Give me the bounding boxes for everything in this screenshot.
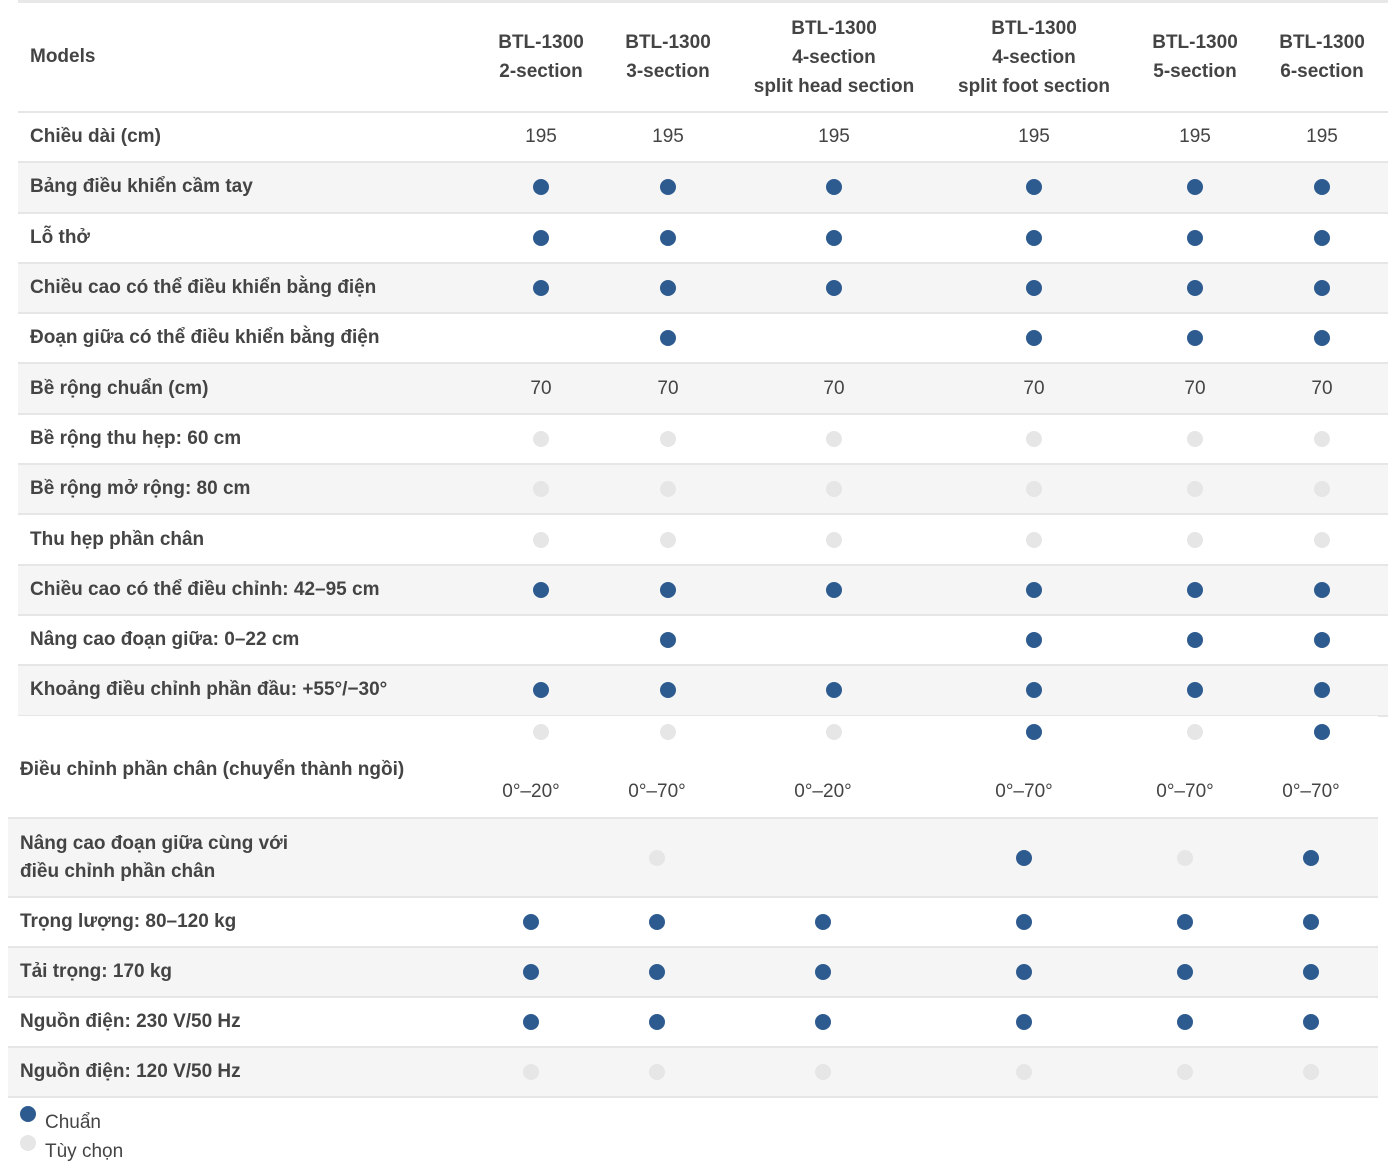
- row-label: [20, 998, 241, 1046]
- header-row: [18, 3, 1388, 113]
- model-header-line: 4-section: [792, 46, 876, 68]
- table-cell: [1016, 819, 1032, 896]
- row-label: Chiều cao có thể điều khiển bằng điện: [30, 277, 377, 299]
- model-header-line: 3-section: [626, 61, 710, 82]
- table-cell: [1314, 566, 1330, 614]
- table-cell: [815, 898, 831, 946]
- standard-dot-icon: [826, 179, 842, 195]
- row-label: [20, 819, 288, 896]
- table-cell: [815, 998, 831, 1046]
- table-cell: [1177, 1048, 1193, 1096]
- optional-dot-icon: [1187, 481, 1203, 497]
- optional-dot-icon: [1314, 532, 1330, 548]
- table-cell: [649, 819, 665, 896]
- standard-dot-icon: [649, 1014, 665, 1030]
- standard-dot-icon: [649, 964, 665, 980]
- table-cell: [649, 898, 665, 946]
- table-cell: [1311, 364, 1332, 412]
- cell-value: 70: [1184, 377, 1206, 399]
- optional-dot-icon: [660, 532, 676, 548]
- row-label-line: điều chỉnh phần chân: [20, 860, 216, 882]
- spec-table-lower: [8, 819, 1378, 1098]
- optional-dot-icon: [1314, 481, 1330, 497]
- row-label: Điều chỉnh phần chân (chuyển thành ngồi): [20, 759, 405, 780]
- standard-dot-icon: [523, 1014, 539, 1030]
- model-column-header: [754, 3, 914, 111]
- standard-dot-icon: [1187, 179, 1203, 195]
- cell-value: 195: [818, 126, 850, 148]
- table-cell: [815, 1048, 831, 1096]
- table-cell: [1016, 1048, 1032, 1096]
- cell-value: 195: [1306, 126, 1338, 148]
- standard-dot-icon: [533, 682, 549, 698]
- row-label-line: Nguồn điện: 230 V/50 Hz: [20, 1011, 241, 1032]
- table-cell: [1177, 819, 1193, 896]
- model-column-header: [625, 3, 711, 111]
- table-cell: [826, 264, 842, 312]
- table-cell: [1026, 666, 1042, 714]
- optional-dot-icon: [1177, 1064, 1193, 1080]
- table-cell: [1187, 415, 1203, 463]
- model-header-line: BTL-1300: [1152, 32, 1238, 53]
- table-cell: [523, 1048, 539, 1096]
- table-cell: [1184, 364, 1205, 412]
- standard-dot-icon: [1303, 914, 1319, 930]
- table-cell: [1314, 264, 1330, 312]
- standard-dot-icon: [660, 632, 676, 648]
- table-cell: [660, 566, 676, 614]
- model-header-line: split head section: [753, 75, 915, 97]
- optional-dot-icon: [20, 1135, 36, 1151]
- optional-dot-icon: [533, 724, 549, 740]
- cell-value: 195: [652, 126, 684, 148]
- table-cell: [1177, 898, 1193, 946]
- model-header-line: split foot section: [958, 75, 1110, 97]
- row-label: Bề rộng thu hẹp: 60 cm: [30, 427, 242, 449]
- model-header-line: BTL-1300: [791, 17, 877, 39]
- standard-dot-icon: [660, 230, 676, 246]
- row-label-line: Nâng cao đoạn giữa cùng với: [20, 832, 288, 854]
- foot-adjustment-row: [8, 716, 1378, 819]
- table-cell: [1306, 113, 1338, 161]
- foot-range-value: 0°–20°: [502, 781, 560, 802]
- table-cell: [533, 666, 549, 714]
- table-row: [18, 264, 1388, 314]
- model-column-header: [498, 3, 584, 111]
- table-cell: [826, 515, 842, 563]
- table-row: [18, 214, 1388, 264]
- table-row: [18, 314, 1388, 364]
- standard-dot-icon: [649, 914, 665, 930]
- standard-dot-icon: [660, 280, 676, 296]
- row-label: Đoạn giữa có thể điều khiển bằng điện: [30, 327, 380, 349]
- standard-dot-icon: [815, 914, 831, 930]
- standard-dot-icon: [1314, 582, 1330, 598]
- table-row: [8, 948, 1378, 998]
- foot-dot-cell: [1314, 724, 1330, 740]
- row-label: Lỗ thở: [30, 226, 90, 248]
- table-cell: [818, 113, 850, 161]
- standard-dot-icon: [1314, 330, 1330, 346]
- table-cell: [1314, 616, 1330, 664]
- table-cell: [1016, 998, 1032, 1046]
- cell-value: 70: [1023, 377, 1045, 399]
- table-cell: [826, 163, 842, 211]
- table-cell: [657, 364, 678, 412]
- table-cell: [530, 364, 551, 412]
- model-column-header: [1279, 3, 1365, 111]
- model-header-line: BTL-1300: [991, 17, 1077, 39]
- table-cell: [1026, 616, 1042, 664]
- table-cell: [523, 998, 539, 1046]
- table-cell: [1177, 948, 1193, 996]
- table-cell: [649, 998, 665, 1046]
- optional-dot-icon: [1026, 481, 1042, 497]
- table-cell: [1303, 998, 1319, 1046]
- standard-dot-icon: [1026, 682, 1042, 698]
- standard-dot-icon: [1026, 582, 1042, 598]
- table-row: [8, 998, 1378, 1048]
- standard-dot-icon: [1026, 280, 1042, 296]
- table-cell: [1026, 264, 1042, 312]
- table-cell: [1314, 515, 1330, 563]
- standard-dot-icon: [533, 280, 549, 296]
- table-cell: [1187, 666, 1203, 714]
- standard-dot-icon: [1314, 230, 1330, 246]
- standard-dot-icon: [1026, 724, 1042, 740]
- table-cell: [1026, 465, 1042, 513]
- standard-dot-icon: [1303, 850, 1319, 866]
- table-cell: [1314, 666, 1330, 714]
- optional-dot-icon: [660, 431, 676, 447]
- foot-range-value: 0°–70°: [628, 781, 686, 802]
- table-cell: [1187, 616, 1203, 664]
- standard-dot-icon: [1314, 724, 1330, 740]
- foot-range-value: 0°–70°: [1282, 781, 1340, 802]
- cell-value: 195: [1018, 126, 1050, 148]
- standard-dot-icon: [533, 230, 549, 246]
- table-row: [18, 616, 1388, 666]
- model-header-line: BTL-1300: [625, 32, 711, 53]
- standard-dot-icon: [523, 964, 539, 980]
- row-label: Bề rộng mở rộng: 80 cm: [30, 478, 251, 500]
- standard-dot-icon: [1026, 330, 1042, 346]
- optional-dot-icon: [1303, 1064, 1319, 1080]
- table-row: [8, 898, 1378, 948]
- foot-dot-cell: [1187, 724, 1203, 740]
- table-cell: [660, 264, 676, 312]
- standard-dot-icon: [660, 682, 676, 698]
- table-cell: [660, 666, 676, 714]
- legend-label: Chuẩn: [45, 1112, 101, 1133]
- table-cell: [649, 1048, 665, 1096]
- standard-dot-icon: [1016, 850, 1032, 866]
- standard-dot-icon: [1177, 914, 1193, 930]
- foot-dot-cell: [533, 724, 549, 740]
- table-cell: [1187, 264, 1203, 312]
- standard-dot-icon: [1314, 179, 1330, 195]
- optional-dot-icon: [533, 532, 549, 548]
- table-cell: [652, 113, 684, 161]
- table-cell: [1026, 314, 1042, 362]
- standard-dot-icon: [660, 330, 676, 346]
- optional-dot-icon: [1177, 850, 1193, 866]
- table-cell: [523, 948, 539, 996]
- table-cell: [660, 314, 676, 362]
- table-cell: [523, 898, 539, 946]
- model-header-line: BTL-1300: [1279, 32, 1365, 53]
- table-cell: [1179, 113, 1211, 161]
- table-cell: [533, 264, 549, 312]
- standard-dot-icon: [1303, 1014, 1319, 1030]
- foot-range-value: 0°–70°: [1156, 781, 1214, 802]
- standard-dot-icon: [1187, 330, 1203, 346]
- row-label: Bề rộng chuẩn (cm): [30, 377, 209, 399]
- standard-dot-icon: [826, 230, 842, 246]
- model-header-line: 4-section: [992, 46, 1076, 68]
- table-cell: [1303, 819, 1319, 896]
- table-row: [8, 1048, 1378, 1098]
- optional-dot-icon: [1026, 431, 1042, 447]
- table-cell: [826, 415, 842, 463]
- standard-dot-icon: [815, 1014, 831, 1030]
- table-cell: [660, 515, 676, 563]
- table-cell: [649, 948, 665, 996]
- table-row: [18, 515, 1388, 565]
- cell-value: 70: [823, 377, 845, 399]
- model-header-line: 5-section: [1153, 61, 1237, 82]
- optional-dot-icon: [826, 724, 842, 740]
- model-header-line: 6-section: [1280, 61, 1364, 82]
- standard-dot-icon: [660, 179, 676, 195]
- standard-dot-icon: [523, 914, 539, 930]
- standard-dot-icon: [660, 582, 676, 598]
- table-cell: [1303, 898, 1319, 946]
- table-cell: [1187, 566, 1203, 614]
- optional-dot-icon: [533, 481, 549, 497]
- standard-dot-icon: [826, 280, 842, 296]
- table-cell: [1026, 566, 1042, 614]
- table-cell: [1314, 465, 1330, 513]
- model-column-header: [1152, 3, 1238, 111]
- foot-dot-cell: [660, 724, 676, 740]
- model-column-header: [958, 3, 1110, 111]
- table-cell: [525, 113, 557, 161]
- optional-dot-icon: [1314, 431, 1330, 447]
- standard-dot-icon: [826, 582, 842, 598]
- table-cell: [660, 616, 676, 664]
- table-cell: [533, 214, 549, 262]
- table-cell: [823, 364, 844, 412]
- standard-dot-icon: [1314, 682, 1330, 698]
- cell-value: 195: [525, 126, 557, 148]
- table-cell: [533, 465, 549, 513]
- table-row: [18, 364, 1388, 414]
- row-label-line: Nguồn điện: 120 V/50 Hz: [20, 1061, 241, 1082]
- table-row: [18, 465, 1388, 515]
- table-cell: [660, 465, 676, 513]
- standard-dot-icon: [1177, 1014, 1193, 1030]
- standard-dot-icon: [1016, 914, 1032, 930]
- table-cell: [826, 214, 842, 262]
- table-cell: [1026, 415, 1042, 463]
- row-label: [20, 1048, 241, 1096]
- table-cell: [815, 948, 831, 996]
- foot-range-value: 0°–20°: [794, 781, 852, 802]
- standard-dot-icon: [815, 964, 831, 980]
- table-row: [18, 415, 1388, 465]
- foot-range-value: 0°–70°: [995, 781, 1053, 802]
- spec-table: [18, 0, 1388, 717]
- table-cell: [826, 465, 842, 513]
- standard-dot-icon: [1303, 964, 1319, 980]
- row-label: Bảng điều khiển cầm tay: [30, 176, 253, 198]
- optional-dot-icon: [533, 431, 549, 447]
- table-cell: [1303, 1048, 1319, 1096]
- row-label: Chiều dài (cm): [30, 126, 161, 148]
- standard-dot-icon: [1026, 179, 1042, 195]
- table-cell: [1018, 113, 1050, 161]
- table-cell: [1177, 998, 1193, 1046]
- row-label-line: Tải trọng: 170 kg: [20, 961, 173, 982]
- table-row: [18, 666, 1388, 716]
- standard-dot-icon: [20, 1106, 36, 1122]
- table-cell: [1314, 314, 1330, 362]
- table-cell: [1314, 214, 1330, 262]
- standard-dot-icon: [1026, 632, 1042, 648]
- table-cell: [1187, 163, 1203, 211]
- table-cell: [533, 415, 549, 463]
- optional-dot-icon: [1187, 431, 1203, 447]
- foot-dot-cell: [826, 724, 842, 740]
- standard-dot-icon: [533, 582, 549, 598]
- table-cell: [1026, 214, 1042, 262]
- table-cell: [1026, 515, 1042, 563]
- standard-dot-icon: [826, 682, 842, 698]
- model-header-line: 2-section: [499, 61, 583, 82]
- row-label: [20, 948, 172, 996]
- table-cell: [826, 566, 842, 614]
- table-row: [18, 163, 1388, 213]
- standard-dot-icon: [1187, 582, 1203, 598]
- cell-value: 70: [530, 377, 552, 399]
- table-cell: [1314, 163, 1330, 211]
- cell-value: 195: [1179, 126, 1211, 148]
- table-cell: [1016, 898, 1032, 946]
- cell-value: 70: [657, 377, 679, 399]
- table-cell: [660, 415, 676, 463]
- optional-dot-icon: [1026, 532, 1042, 548]
- model-header-line: BTL-1300: [498, 32, 584, 53]
- optional-dot-icon: [826, 481, 842, 497]
- optional-dot-icon: [649, 1064, 665, 1080]
- optional-dot-icon: [826, 431, 842, 447]
- legend-label: Tùy chọn: [45, 1141, 124, 1162]
- standard-dot-icon: [1016, 964, 1032, 980]
- optional-dot-icon: [523, 1064, 539, 1080]
- standard-dot-icon: [533, 179, 549, 195]
- table-cell: [1016, 948, 1032, 996]
- table-cell: [1303, 948, 1319, 996]
- standard-dot-icon: [1016, 1014, 1032, 1030]
- optional-dot-icon: [815, 1064, 831, 1080]
- optional-dot-icon: [1187, 532, 1203, 548]
- table-cell: [1187, 314, 1203, 362]
- optional-dot-icon: [660, 481, 676, 497]
- table-cell: [1187, 515, 1203, 563]
- optional-dot-icon: [660, 724, 676, 740]
- row-label: Nâng cao đoạn giữa: 0–22 cm: [30, 629, 300, 651]
- cell-value: 70: [1311, 377, 1333, 399]
- row-label: Thu hẹp phần chân: [30, 528, 205, 550]
- table-row: [8, 819, 1378, 898]
- optional-dot-icon: [826, 532, 842, 548]
- table-cell: [1187, 465, 1203, 513]
- standard-dot-icon: [1026, 230, 1042, 246]
- table-cell: [660, 214, 676, 262]
- row-label-line: Trọng lượng: 80–120 kg: [20, 911, 237, 932]
- table-cell: [533, 515, 549, 563]
- optional-dot-icon: [649, 850, 665, 866]
- table-cell: [1023, 364, 1044, 412]
- table-cell: [533, 566, 549, 614]
- standard-dot-icon: [1314, 280, 1330, 296]
- standard-dot-icon: [1187, 280, 1203, 296]
- table-cell: [1314, 415, 1330, 463]
- row-label: Chiều cao có thể điều chỉnh: 42–95 cm: [30, 578, 380, 600]
- table-row: [18, 566, 1388, 616]
- standard-dot-icon: [1187, 682, 1203, 698]
- standard-dot-icon: [1177, 964, 1193, 980]
- table-row: [18, 113, 1388, 163]
- table-cell: [533, 163, 549, 211]
- table-cell: [826, 666, 842, 714]
- table-cell: [1187, 214, 1203, 262]
- row-label: Khoảng điều chỉnh phần đầu: +55°/−30°: [30, 679, 388, 701]
- standard-dot-icon: [1187, 230, 1203, 246]
- foot-dot-cell: [1026, 724, 1042, 740]
- optional-dot-icon: [1016, 1064, 1032, 1080]
- standard-dot-icon: [1187, 632, 1203, 648]
- optional-dot-icon: [1187, 724, 1203, 740]
- models-header: Models: [30, 46, 96, 67]
- row-label: [20, 898, 236, 946]
- table-cell: [660, 163, 676, 211]
- table-cell: [1026, 163, 1042, 211]
- standard-dot-icon: [1314, 632, 1330, 648]
